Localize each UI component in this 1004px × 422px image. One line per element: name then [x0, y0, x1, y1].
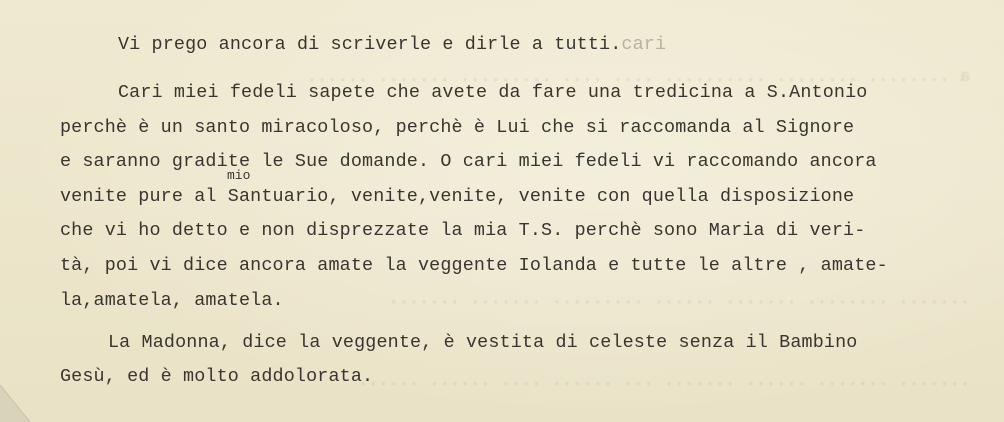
struck-word: cari [621, 34, 667, 55]
text-line-5: venite pure al Santuario, venite,venite, venite con quella disposizione [60, 186, 855, 207]
text-line-3: perchè è un santo miracoloso, perchè è Lui che si raccomanda al Signore [60, 117, 855, 138]
text-line-2: Cari miei fedeli sapete che avete da fare una tredicina a S.Antonio [118, 82, 868, 103]
line-1-text: Vi prego ancora di scriverle e dirle a tutti. [118, 34, 622, 55]
show-through-text: ....... ....... ...... ....... ... ...... .... ...... ...... [357, 372, 970, 391]
show-through-text: a ........ ........ .......... .... .... ......... ....... ...... [306, 68, 970, 87]
text-line-4: e saranno gradite le Sue domande. O cari miei fedeli vi raccomando ancora [60, 151, 877, 172]
show-through-text: ....... ........ ....... ...... ......... ....... ....... [388, 290, 970, 309]
text-line-10: Gesù, ed è molto addolorata. [60, 366, 374, 387]
text-line-1 [118, 34, 666, 56]
text-line-7: tà, poi vi dice ancora amate la veggente Iolanda e tutte le altre , amate- [60, 255, 888, 276]
text-line-9: La Madonna, dice la veggente, è vestita di celeste senza il Bambino [108, 332, 858, 353]
text-line-6: che vi ho detto e non disprezzate la mia T.S. perchè sono Maria di veri- [60, 220, 866, 241]
inserted-word: mio [227, 168, 251, 183]
text-line-8: la,amatela, amatela. [60, 290, 284, 311]
